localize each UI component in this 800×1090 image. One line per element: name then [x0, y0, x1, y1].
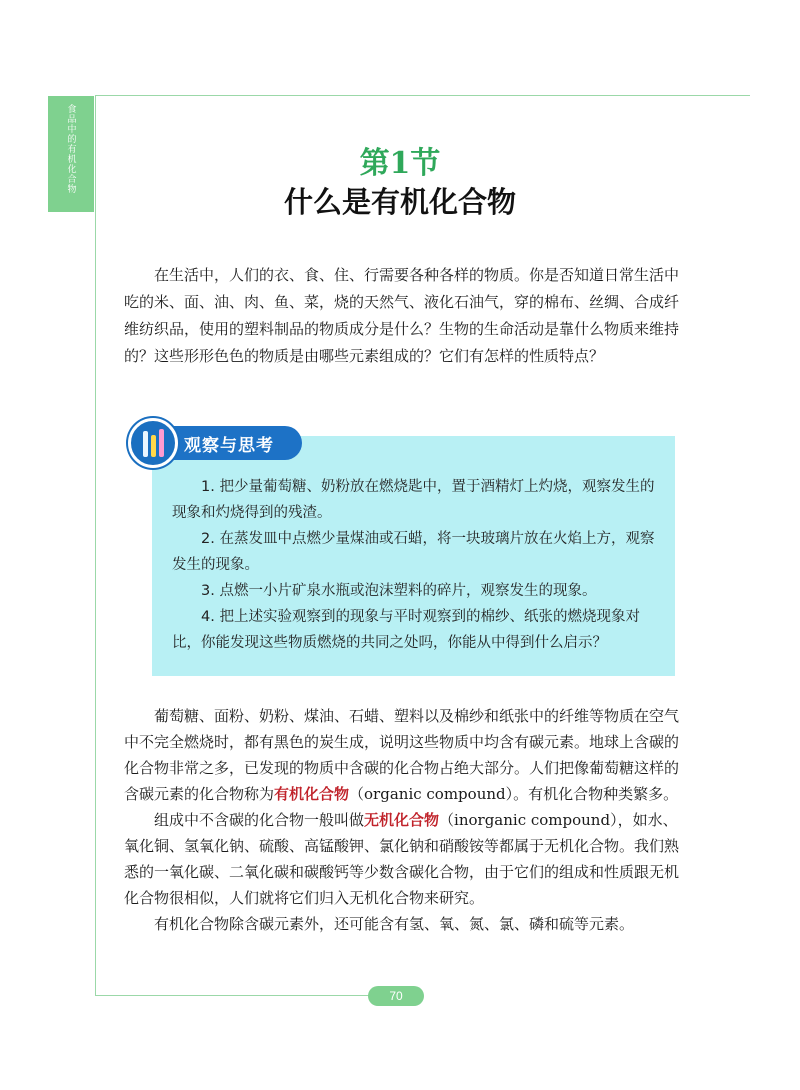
test-tubes-icon [128, 418, 178, 468]
observe-step: 4. 把上述实验观察到的现象与平时观察到的棉纱、纸张的燃烧现象对比，你能发现这些物质燃烧的共同之处吗，你能从中得到什么启示？ [172, 609, 640, 651]
page-number: 70 [368, 986, 424, 1006]
observe-step: 3. 点燃一小片矿泉水瓶或泡沫塑料的碎片，观察发生的现象。 [201, 583, 597, 599]
body-text-span: （inorganic compound），如水、氧化铜、氢氧化钠、硫酸、高锰酸钾、氯化钠和硝酸铵等都属于无机化合物。我们熟悉的一氧化碳、二氧化碳和碳酸钙等少数含碳化合物，由于它们的组成和性质跟无机化合物很相似，人们就将它们归入无机化合物来研究。 [124, 811, 680, 907]
term-organic-compound: 有机化合物 [274, 785, 350, 803]
page-frame-top [95, 95, 750, 96]
page-frame-left [95, 95, 96, 995]
body-text-span: 葡萄糖、面粉、奶粉、煤油、石蜡、塑料以及棉纱和纸张中的纤维等物质在空气中不完全燃烧时，都有黑色的炭生成，说明这些物质中均含有碳元素。地球上含碳的化合物非常之多，已发现的物质中含碳的化合物占绝大部分。人们把像葡萄糖这样的含碳元素的化合物称为 [124, 707, 680, 803]
observe-label: 观察与思考 [184, 435, 274, 456]
intro-paragraph: 在生活中，人们的衣、食、住、行需要各种各样的物质。你是否知道日常生活中吃的米、面、油、肉、鱼、菜，烧的天然气、液化石油气，穿的棉布、丝绸、合成纤维纺织品，使用的塑料制品的物质成分是什么？生物的生命活动是靠什么物质来维持的？这些形形色色的物质是由哪些元素组成的？它们有怎样的性质特点？ [124, 266, 680, 365]
body-text-span: 组成中不含碳的化合物一般叫做 [154, 811, 365, 829]
observe-header [128, 418, 308, 468]
section-number: 第1节 [359, 146, 441, 181]
body-paragraph-inorganic [124, 807, 684, 911]
observe-label-badge [162, 426, 302, 460]
body-paragraph-elements: 有机化合物除含碳元素外，还可能含有氢、氧、氮、氯、磷和硫等元素。 [154, 915, 635, 933]
section-title: 什么是有机化合物 [283, 185, 516, 219]
observe-step: 1. 把少量葡萄糖、奶粉放在燃烧匙中，置于酒精灯上灼烧，观察发生的现象和灼烧得到的残渣。 [172, 479, 655, 521]
observe-steps [172, 474, 658, 656]
body-paragraph-organic [124, 703, 684, 807]
body-text-span: （organic compound）。有机化合物种类繁多。 [349, 785, 679, 803]
observe-step: 2. 在蒸发皿中点燃少量煤油或石蜡，将一块玻璃片放在火焰上方，观察发生的现象。 [172, 531, 655, 573]
page-frame-bottom [95, 995, 395, 996]
body-text [124, 703, 684, 937]
chapter-side-label: 食品中的有机化合物 [65, 104, 76, 194]
term-inorganic-compound: 无机化合物 [364, 811, 440, 829]
